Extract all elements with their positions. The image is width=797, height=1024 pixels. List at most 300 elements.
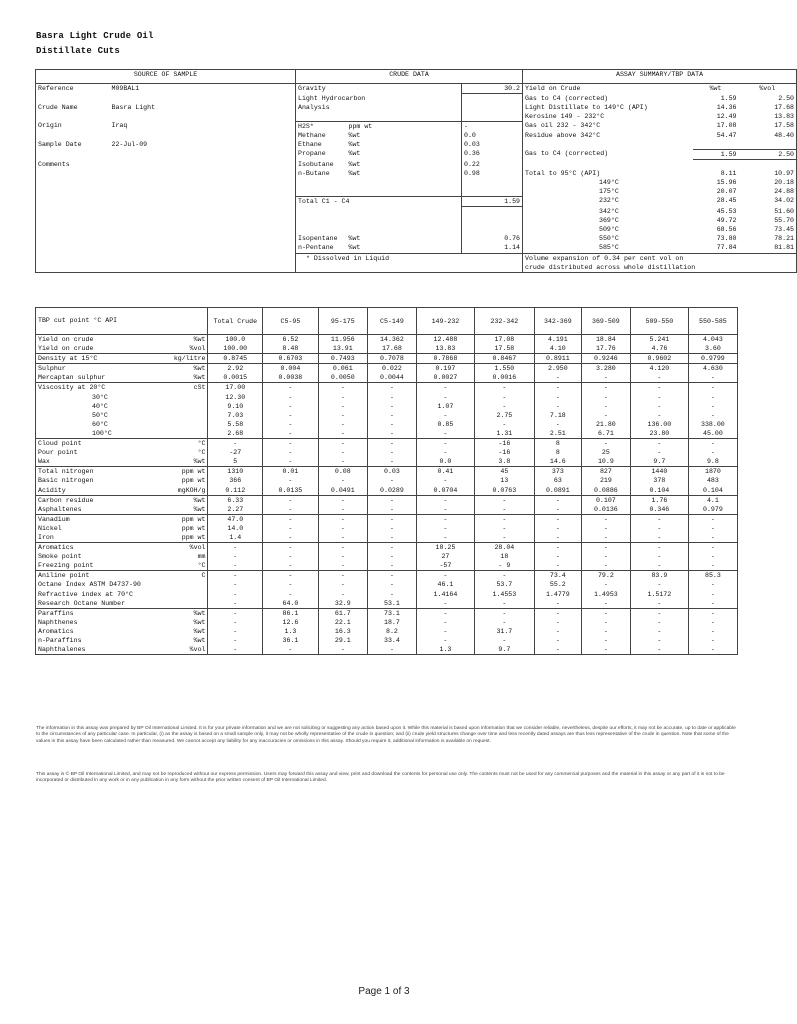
property-unit (147, 599, 208, 609)
cut-value: - (367, 571, 416, 581)
cut-value: 17.76 (581, 344, 630, 354)
cut-value: - (688, 552, 737, 561)
property-unit: ppm wt (181, 533, 206, 541)
cut-value: - (630, 543, 688, 553)
cut-value: - (474, 533, 534, 543)
cut-value: - (367, 411, 416, 420)
cut-value: - (630, 599, 688, 609)
cut-value: 0.107 (581, 495, 630, 505)
cut-value: - (630, 636, 688, 645)
cut-value: 6.71 (581, 429, 630, 439)
cut-value: 7.03 (208, 411, 263, 420)
yield-row-vol: 48.40 (774, 132, 795, 140)
cut-value: 6.33 (208, 495, 263, 505)
cut-value: - (263, 411, 319, 420)
property-label: 40°C (92, 402, 108, 410)
cut-value: - (367, 448, 416, 457)
cut-value: - (474, 599, 534, 609)
gas-corrected-row-wt: 1.59 (693, 149, 739, 159)
property-label: Octane Index ASTM D4737-90 (38, 581, 141, 589)
total-c1-c4-value: 1.59 (462, 196, 523, 206)
cut-value: -16 (474, 448, 534, 457)
cut-value: - (318, 383, 367, 393)
cut-value: 0.061 (318, 364, 367, 374)
cut-value: - (263, 524, 319, 533)
cut-value: 16.3 (318, 627, 367, 636)
cut-value: - (208, 645, 263, 655)
property-label: Pour point (38, 449, 78, 457)
property-row (36, 533, 738, 543)
yield-row-vol: 13.83 (774, 113, 795, 121)
cut-value: 5.241 (630, 335, 688, 345)
gravity-label: Gravity (296, 84, 401, 94)
total-c1-c4-label: Total C1 - C4 (296, 196, 462, 206)
tbp-row-wt: 45.53 (716, 207, 737, 215)
property-row (36, 393, 738, 402)
cut-value: 4.191 (534, 335, 581, 345)
copyright-text: This assay is © BP Oil International Limited, and may not be reproduced without our express permission. Users may forward this assay and view, print and download the contents for personal use only. The contents must not be used for any commercial purposes and the material in this assay or any part of it is not to be incorporated or distributed in any work or in any publication in any form without the prior written consent of BP Oil International Limited. (36, 772, 725, 784)
cut-value: -27 (208, 448, 263, 457)
cut-value: - (534, 505, 581, 515)
cut-value: - (367, 457, 416, 467)
lhc-subtitle: Analysis (296, 103, 462, 112)
cut-value: - (534, 627, 581, 636)
lhc-title: Light Hydrocarbon (296, 94, 462, 103)
cut-value: - (474, 495, 534, 505)
cut-value: 0.9799 (688, 354, 737, 364)
summary-row (36, 160, 797, 169)
cut-value: - (688, 402, 737, 411)
property-row (36, 514, 738, 524)
cut-column-header: Total Crude (208, 308, 263, 335)
pentane-unit: %wt (348, 235, 361, 243)
cut-value: 9.7 (630, 457, 688, 467)
cut-value: - (416, 383, 474, 393)
tbp-row-wt: 73.80 (716, 235, 737, 243)
cut-value: - (534, 383, 581, 393)
cut-value: 0.0886 (581, 486, 630, 496)
cut-value: - (474, 524, 534, 533)
cut-value: - (630, 580, 688, 589)
cut-value: - (581, 552, 630, 561)
cut-value: 0.197 (416, 364, 474, 374)
cut-value: 18 (474, 552, 534, 561)
cut-value: - (367, 402, 416, 411)
cut-value: - (534, 533, 581, 543)
cut-column-header: 232-342 (474, 308, 534, 335)
cut-column-header: 342-369 (534, 308, 581, 335)
cut-value: 0.004 (263, 364, 319, 374)
summary-row (36, 84, 797, 94)
tbp-row-wt: 28.45 (716, 197, 737, 205)
cut-column-header: 369-509 (581, 308, 630, 335)
property-unit: %wt (193, 618, 206, 626)
cut-value: - (208, 618, 263, 627)
property-unit: %wt (193, 374, 206, 382)
property-label: Freezing point (38, 562, 94, 570)
cut-value: 14.6 (534, 457, 581, 467)
cut-value: 0.022 (367, 364, 416, 374)
source-label: Crude Name (38, 103, 78, 111)
summary-row (36, 94, 797, 103)
cut-value: - (208, 552, 263, 561)
cut-value: 0.0044 (367, 373, 416, 383)
summary-row (36, 140, 797, 149)
property-unit (147, 590, 208, 599)
cut-value: -16 (474, 439, 534, 449)
property-label: 30°C (92, 393, 108, 401)
property-label: Aromatics (36, 543, 147, 553)
cut-value: 27 (416, 552, 474, 561)
property-row (36, 373, 738, 383)
assay-summary-table (35, 69, 797, 273)
property-label: Naphthalenes (38, 646, 86, 654)
cut-value: 21.80 (581, 420, 630, 429)
cut-value: - (581, 636, 630, 645)
cut-value: - (474, 618, 534, 627)
cut-value: - (581, 524, 630, 533)
cut-value: - (367, 561, 416, 571)
cut-value: 7.18 (534, 411, 581, 420)
cut-column-header: C5-149 (367, 308, 416, 335)
cut-value: - (534, 495, 581, 505)
notes-row (36, 253, 797, 263)
cut-value: 0.104 (630, 486, 688, 496)
cut-value: 22.1 (318, 618, 367, 627)
property-unit: mgKOH/g (177, 486, 206, 494)
cut-column-header: 149-232 (416, 308, 474, 335)
cut-value: - (318, 571, 367, 581)
cut-value: - (208, 608, 263, 618)
cut-value: - (688, 599, 737, 609)
cut-value: 100.0 (208, 335, 263, 345)
cut-value: - (581, 514, 630, 524)
summary-row (36, 207, 797, 216)
tbp-row-label: 149°C (523, 178, 693, 187)
summary-row (36, 243, 797, 252)
cut-value: 29.1 (318, 636, 367, 645)
h2s-value: - (462, 121, 523, 131)
cut-value: 2.27 (208, 505, 263, 515)
cut-value: - (581, 618, 630, 627)
cut-value: 1310 (208, 467, 263, 477)
cut-value: - (416, 393, 474, 402)
cut-value: 47.0 (208, 514, 263, 524)
property-row (36, 402, 738, 411)
cut-value: - (318, 505, 367, 515)
cut-value: 33.4 (367, 636, 416, 645)
cut-value: - (630, 645, 688, 655)
cut-value: - (318, 429, 367, 439)
cut-value: - (688, 608, 737, 618)
cut-value: 4.630 (688, 364, 737, 374)
tbp-row-vol: 20.18 (774, 179, 795, 187)
cut-value: - (581, 561, 630, 571)
cut-value: 63 (534, 476, 581, 485)
summary-row (36, 178, 797, 187)
tbp-row-wt: 20.07 (716, 188, 737, 196)
property-label: Nickel (38, 524, 62, 532)
tbp-row-vol: 24.88 (774, 188, 795, 196)
tbp-row-wt: 77.84 (716, 244, 737, 252)
cut-value: - (688, 580, 737, 589)
property-label: Cloud point (36, 439, 147, 449)
cut-value: - (318, 645, 367, 655)
property-unit: %vol (189, 646, 206, 654)
cut-value: 11.956 (318, 335, 367, 345)
cut-value: 14.0 (208, 524, 263, 533)
cut-value: - (581, 439, 630, 449)
cut-value: 1.3 (416, 645, 474, 655)
cut-value: - (534, 561, 581, 571)
property-label: Research Octane Number (38, 599, 126, 607)
cut-value: 0.0289 (367, 486, 416, 496)
cut-value: - (630, 383, 688, 393)
cut-value: 0.0038 (263, 373, 319, 383)
h2s-label: H2S* (296, 121, 347, 131)
cut-column-header: 550-585 (688, 308, 737, 335)
property-unit: ppm wt (181, 524, 206, 532)
cut-value: - (581, 627, 630, 636)
cut-value: - (688, 543, 737, 553)
cut-value: 378 (630, 476, 688, 485)
cut-value: 86.1 (263, 608, 319, 618)
cut-value: 14.362 (367, 335, 416, 345)
cut-value: - (474, 393, 534, 402)
cut-value: - (367, 543, 416, 553)
cut-value: - (367, 590, 416, 599)
property-unit: °C (147, 439, 208, 449)
property-row (36, 335, 738, 345)
cut-value: - (367, 552, 416, 561)
cut-value: 0.0136 (581, 505, 630, 515)
cut-value: - (630, 393, 688, 402)
cut-value: 0.0704 (416, 486, 474, 496)
cut-value: - (630, 402, 688, 411)
cut-value: - (367, 580, 416, 589)
yield-row-wt: 54.47 (716, 132, 737, 140)
cut-value: - (416, 524, 474, 533)
cut-value: - (534, 599, 581, 609)
cut-value: - (263, 448, 319, 457)
cut-value: - (474, 608, 534, 618)
cut-value: 0.7868 (416, 354, 474, 364)
source-value: Iraq (111, 122, 128, 130)
property-row (36, 495, 738, 505)
cut-value: - (208, 561, 263, 571)
cut-value: - (318, 476, 367, 485)
property-label: Mercaptan sulphur (38, 374, 106, 382)
cut-value: 2.92 (208, 364, 263, 374)
h2s-unit: ppm wt (347, 121, 462, 131)
volume-note-line2: crude distributed across whole distillation (523, 263, 797, 273)
cut-value: 0.03 (367, 467, 416, 477)
cut-column-header: 95-175 (318, 308, 367, 335)
cut-value: - (416, 411, 474, 420)
property-row (36, 580, 738, 589)
cut-value: - (416, 599, 474, 609)
cut-value: 8 (534, 448, 581, 457)
summary-row (36, 169, 797, 178)
cut-value: - (688, 590, 737, 599)
cut-value: 0.979 (688, 505, 737, 515)
property-unit: ppm wt (147, 467, 208, 477)
cut-value: - (318, 402, 367, 411)
cut-column-header: 509-550 (630, 308, 688, 335)
cut-value: 1870 (688, 467, 737, 477)
cut-value: - (263, 383, 319, 393)
cut-value: 73.1 (367, 608, 416, 618)
cut-value: - (208, 439, 263, 449)
property-unit (147, 580, 208, 589)
cut-value: - (534, 393, 581, 402)
cut-value: 483 (688, 476, 737, 485)
cut-value: - (630, 552, 688, 561)
tbp-row-label: 369°C (523, 216, 693, 225)
cut-value: 1.4553 (474, 590, 534, 599)
cut-value: 18.84 (581, 335, 630, 345)
cut-value: 4.043 (688, 335, 737, 345)
cut-value: - (474, 505, 534, 515)
cut-value: 17.00 (208, 383, 263, 393)
cut-value: - (416, 429, 474, 439)
cut-value: 32.9 (318, 599, 367, 609)
cut-value: 827 (581, 467, 630, 477)
cut-value: - (534, 618, 581, 627)
cut-value: 9.7 (474, 645, 534, 655)
cut-value: - (367, 495, 416, 505)
cut-value: 9.8 (688, 457, 737, 467)
cut-value: - (318, 439, 367, 449)
tbp-row-wt: 8.11 (720, 169, 737, 177)
property-unit: %wt (193, 637, 206, 644)
cut-value: - (630, 373, 688, 383)
cut-value: 1.5172 (630, 590, 688, 599)
cut-value: 1440 (630, 467, 688, 477)
property-row (36, 448, 738, 457)
cut-value: 0.346 (630, 505, 688, 515)
cut-value: - (208, 543, 263, 553)
cut-value: - (367, 393, 416, 402)
property-unit: °C (197, 449, 206, 457)
cut-value: - (534, 608, 581, 618)
cut-column-header: C5-95 (263, 308, 319, 335)
property-unit: kg/litre (147, 354, 208, 364)
property-label: Total nitrogen (36, 467, 147, 477)
cut-value: 10.9 (581, 457, 630, 467)
property-unit (147, 411, 208, 420)
cut-value: - (263, 420, 319, 429)
cut-value: - (688, 627, 737, 636)
cut-value: -57 (416, 561, 474, 571)
yield-row-vol: 2.50 (778, 94, 795, 102)
cut-value: 17.58 (474, 344, 534, 354)
tbp-row-wt: 68.56 (716, 226, 737, 234)
cut-value: - (263, 439, 319, 449)
tbp-row-wt: 15.96 (716, 179, 737, 187)
summary-row (36, 131, 797, 140)
cut-value: - (630, 514, 688, 524)
cut-value: - (630, 411, 688, 420)
property-row (36, 627, 738, 636)
page-number: Page 1 of 3 (358, 986, 410, 997)
property-row (36, 354, 738, 364)
yield-row-vol: 17.68 (774, 103, 795, 111)
cut-value: 0.104 (688, 486, 737, 496)
property-row (36, 476, 738, 485)
cut-value: 2.68 (208, 429, 263, 439)
cut-value: 13 (474, 476, 534, 485)
section-header-row (36, 70, 797, 84)
cut-value: - (263, 543, 319, 553)
cut-value: - (263, 457, 319, 467)
cut-value: 8.48 (263, 344, 319, 354)
distillate-cuts-table (35, 307, 738, 655)
gas-value: 0.03 (462, 140, 523, 149)
gas-value: 0.36 (462, 149, 523, 159)
cut-value: - (474, 383, 534, 393)
property-row (36, 618, 738, 627)
cut-value: - (581, 393, 630, 402)
cut-value: 100.00 (208, 344, 263, 354)
cut-value: - (688, 393, 737, 402)
pentane-name: Isopentane (296, 234, 347, 243)
tbp-row-label: 585°C (523, 243, 693, 252)
document-title: Basra Light Crude Oil (36, 31, 154, 41)
cut-value: - (263, 393, 319, 402)
cut-value: - (534, 402, 581, 411)
cut-value: 0.6703 (263, 354, 319, 364)
cut-value: 28.04 (474, 543, 534, 553)
cut-value: - (474, 402, 534, 411)
property-label: Basic nitrogen (38, 477, 94, 485)
cut-value: 0.7493 (318, 354, 367, 364)
gas-unit: %wt (348, 132, 361, 140)
tbp-row-label: 550°C (523, 234, 693, 243)
property-label: Aniline point (36, 571, 147, 581)
cut-value: 83.9 (630, 571, 688, 581)
cut-value: 373 (534, 467, 581, 477)
cut-value: - (534, 543, 581, 553)
cut-value: - (318, 590, 367, 599)
yield-header-vol: %vol (759, 85, 776, 92)
cut-value: - (534, 373, 581, 383)
cut-value: - (474, 571, 534, 581)
property-row (36, 344, 738, 354)
yield-row-label: Gas to C4 (corrected) (523, 94, 693, 103)
gas-unit: %wt (348, 169, 361, 177)
source-value: 22-Jul-09 (111, 141, 148, 149)
property-label: Iron (38, 533, 54, 541)
gas-name: Propane (296, 149, 347, 159)
property-label: 100°C (92, 429, 112, 437)
cut-value: - (688, 383, 737, 393)
property-row (36, 590, 738, 599)
cut-value: 1.07 (416, 402, 474, 411)
source-label: Reference (38, 85, 74, 92)
gas-value: 0.0 (462, 131, 523, 140)
cut-value: 31.7 (474, 627, 534, 636)
cut-value: 85.3 (688, 571, 737, 581)
cut-value: 0.0016 (474, 373, 534, 383)
gas-value: 0.22 (462, 160, 523, 169)
summary-row (36, 121, 797, 131)
cut-value: - (318, 561, 367, 571)
cut-value: - (208, 636, 263, 645)
property-label: Viscosity at 20°C (36, 383, 147, 393)
yield-row-wt: 12.49 (716, 113, 737, 121)
cut-value: - (367, 476, 416, 485)
